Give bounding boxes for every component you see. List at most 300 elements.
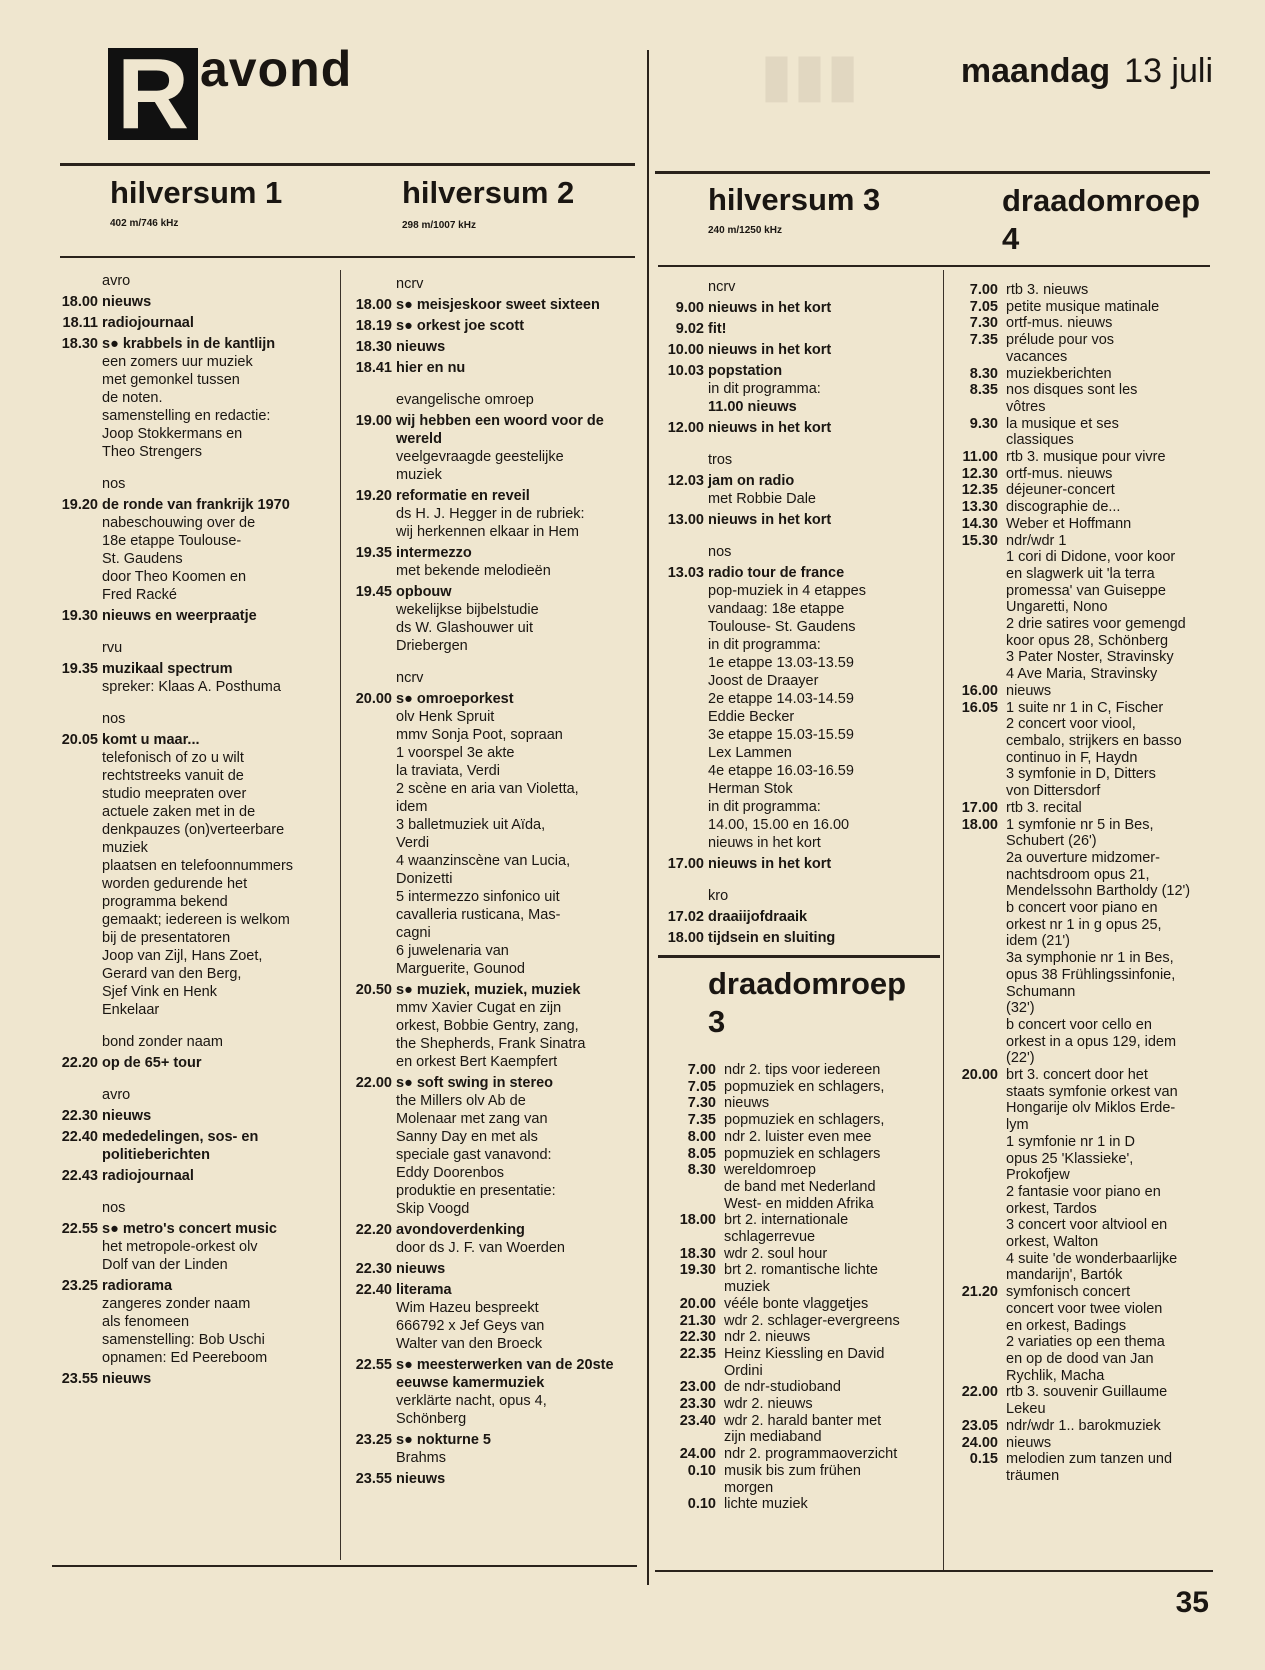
program-details bbox=[1002, 800, 1218, 817]
program-details bbox=[1002, 499, 1218, 516]
program-entry bbox=[344, 359, 644, 377]
program-description-line: schlagerrevue bbox=[724, 1229, 816, 1246]
program-text: nieuws bbox=[1006, 682, 1052, 699]
program-entry bbox=[938, 449, 1218, 466]
program-entry bbox=[938, 382, 1218, 415]
station-frequency-h3: 240 m/1250 kHz bbox=[708, 225, 782, 236]
program-details bbox=[720, 1313, 941, 1330]
program-details bbox=[1002, 1384, 1218, 1417]
program-title: komt u maar... bbox=[102, 732, 200, 748]
program-description-line: la traviata, Verdi bbox=[396, 763, 500, 779]
program-entry bbox=[50, 1370, 340, 1388]
program-description-line: met bekende melodieën bbox=[396, 563, 551, 579]
program-text: ortf-mus. nieuws bbox=[1006, 465, 1113, 482]
column-rule-right bbox=[658, 265, 1210, 267]
program-text: brt 2. internationale bbox=[724, 1212, 849, 1229]
program-description-line: orkest, Walton bbox=[1006, 1234, 1099, 1251]
program-description-line: 1 voorspel 3e akte bbox=[396, 745, 515, 761]
broadcaster-label: avro bbox=[102, 273, 131, 289]
program-time: 17.00 bbox=[667, 856, 704, 872]
program-details bbox=[720, 1129, 941, 1146]
program-title: nieuws in het kort bbox=[708, 342, 832, 358]
program-details bbox=[1002, 700, 1218, 800]
program-details bbox=[720, 1262, 941, 1295]
program-description-line: Gerard van den Berg, bbox=[102, 966, 242, 982]
program-title: reformatie en reveil bbox=[396, 488, 530, 504]
program-description-line: orkest in a opus 129, idem bbox=[1006, 1033, 1177, 1050]
program-details bbox=[720, 1496, 941, 1513]
program-time: 19.30 bbox=[61, 608, 98, 624]
program-description-line: gemaakt; iedereen is welkom bbox=[102, 912, 290, 928]
program-entry bbox=[656, 1296, 941, 1313]
program-entry bbox=[938, 299, 1218, 316]
program-text: wdr 2. schlager-evergreens bbox=[724, 1312, 900, 1329]
program-details bbox=[708, 472, 941, 508]
program-text: nieuws bbox=[724, 1095, 770, 1112]
program-time: 20.00 bbox=[679, 1295, 716, 1312]
program-time: 22.20 bbox=[61, 1055, 98, 1071]
program-entry bbox=[656, 1329, 941, 1346]
program-details bbox=[396, 544, 644, 580]
program-description-line: 4 Ave Maria, Stravinsky bbox=[1006, 666, 1158, 683]
program-time: 24.00 bbox=[961, 1434, 998, 1451]
program-entry bbox=[656, 564, 941, 852]
program-entry bbox=[938, 466, 1218, 483]
program-time: 19.35 bbox=[61, 661, 98, 677]
program-details bbox=[102, 1107, 340, 1125]
program-entry bbox=[344, 1431, 644, 1467]
program-description-line: ds W. Glashouwer uit bbox=[396, 620, 533, 636]
broadcaster-label: kro bbox=[708, 888, 729, 904]
program-entry bbox=[344, 317, 644, 335]
program-entry bbox=[938, 1418, 1218, 1435]
program-time: 18.00 bbox=[667, 930, 704, 946]
program-details bbox=[396, 1281, 644, 1353]
program-description-line: nieuws in het kort bbox=[708, 835, 821, 851]
program-time: 18.41 bbox=[355, 360, 392, 376]
program-details bbox=[102, 293, 340, 311]
program-description-line: Verdi bbox=[396, 835, 430, 851]
program-entry bbox=[938, 700, 1218, 800]
program-entry bbox=[938, 1451, 1218, 1484]
program-time: 17.00 bbox=[961, 799, 998, 816]
program-time: 23.25 bbox=[61, 1278, 98, 1294]
program-time: 7.00 bbox=[969, 282, 998, 298]
program-title: s● krabbels in de kantlijn bbox=[102, 336, 276, 352]
program-details bbox=[396, 1356, 644, 1428]
program-time: 7.05 bbox=[687, 1078, 716, 1095]
program-entry bbox=[656, 1162, 941, 1212]
program-details bbox=[720, 1329, 941, 1346]
program-details bbox=[720, 1296, 941, 1313]
program-entry bbox=[656, 320, 941, 338]
program-highlight-line: 11.00 nieuws bbox=[708, 399, 797, 415]
program-entry bbox=[344, 1356, 644, 1428]
program-details bbox=[720, 1413, 941, 1446]
program-entry bbox=[938, 683, 1218, 700]
program-time: 22.55 bbox=[61, 1221, 98, 1237]
program-text: rtb 3. souvenir Guillaume bbox=[1006, 1384, 1168, 1401]
program-title: nieuws bbox=[102, 1371, 152, 1387]
column-rule-left bbox=[60, 256, 635, 258]
d3-name: draadomroep bbox=[708, 966, 907, 1001]
broadcaster-label: ncrv bbox=[396, 276, 424, 292]
program-details bbox=[102, 660, 340, 696]
program-details bbox=[396, 412, 644, 484]
station-title-d3 bbox=[708, 965, 906, 1041]
station-title-h2: hilversum 2 bbox=[402, 175, 575, 210]
program-title: wij hebben een woord voor de wereld bbox=[396, 413, 604, 447]
program-description-line: zangeres zonder naam bbox=[102, 1296, 251, 1312]
program-time: 8.00 bbox=[687, 1128, 716, 1145]
program-time: 7.30 bbox=[687, 1095, 716, 1112]
program-details bbox=[708, 855, 941, 873]
schedule-draadomroep-3 bbox=[656, 1062, 941, 1513]
program-description-line: 3 balletmuziek uit Aïda, bbox=[396, 817, 546, 833]
program-description-line: 3 Pater Noster, Stravinsky bbox=[1006, 649, 1174, 666]
program-entry bbox=[938, 499, 1218, 516]
program-description-line: mandarijn', Bartók bbox=[1006, 1267, 1123, 1284]
program-entry bbox=[656, 855, 941, 873]
program-description-line: träumen bbox=[1006, 1467, 1060, 1484]
broadcaster-label: nos bbox=[102, 711, 126, 727]
program-description-line: Fred Racké bbox=[102, 587, 177, 603]
station-frequency-h2: 298 m/1007 kHz bbox=[402, 220, 476, 231]
program-time: 20.00 bbox=[961, 1067, 998, 1084]
program-entry bbox=[656, 1129, 941, 1146]
program-text: de ndr-studioband bbox=[724, 1379, 841, 1396]
program-time: 18.00 bbox=[355, 297, 392, 313]
program-description-line: door Theo Koomen en bbox=[102, 569, 247, 585]
program-description-line: plaatsen en telefoonnummers bbox=[102, 858, 294, 874]
program-details bbox=[720, 1062, 941, 1079]
program-description-line: nachtsdroom opus 21, bbox=[1006, 866, 1150, 883]
program-description-line: Ungaretti, Nono bbox=[1006, 599, 1108, 616]
program-description-line: Donizetti bbox=[396, 871, 453, 887]
program-description-line: rechtstreeks vanuit de bbox=[102, 768, 244, 784]
program-time: 11.00 bbox=[962, 449, 998, 466]
program-description-line: verklärte nacht, opus 4, bbox=[396, 1393, 547, 1409]
program-time: 9.02 bbox=[675, 321, 704, 337]
program-description-line: door ds J. F. van Woerden bbox=[396, 1240, 565, 1256]
program-description-line: 4 suite 'de wonderbaarlijke bbox=[1006, 1250, 1178, 1267]
program-entry bbox=[50, 1220, 340, 1274]
program-time: 20.50 bbox=[355, 982, 392, 998]
program-description-line: vôtres bbox=[1006, 398, 1046, 415]
program-details bbox=[1002, 366, 1218, 383]
page-number: 35 bbox=[1175, 1586, 1209, 1619]
program-description-line: 1 cori di Didone, voor koor bbox=[1006, 549, 1176, 566]
program-time: 18.11 bbox=[62, 315, 98, 331]
program-details bbox=[102, 496, 340, 604]
program-description-line: zijn mediaband bbox=[724, 1429, 822, 1446]
program-entry bbox=[938, 800, 1218, 817]
program-description-line: als fenomeen bbox=[102, 1314, 190, 1330]
program-description-line: 3 symfonie in D, Ditters bbox=[1006, 766, 1156, 783]
program-details bbox=[720, 1162, 941, 1212]
program-time: 19.20 bbox=[61, 497, 98, 513]
program-time: 14.30 bbox=[961, 515, 998, 532]
broadcaster-label: ncrv bbox=[396, 670, 424, 686]
program-description-line: Enkelaar bbox=[102, 1002, 160, 1018]
program-text: lichte muziek bbox=[724, 1496, 808, 1513]
program-description-line: promessa' van Guiseppe bbox=[1006, 582, 1166, 599]
program-entry bbox=[656, 1095, 941, 1112]
program-text: wdr 2. harald banter met bbox=[724, 1412, 882, 1429]
broadcaster-label: nos bbox=[102, 476, 126, 492]
program-time: 23.40 bbox=[679, 1412, 716, 1429]
program-title: nieuws in het kort bbox=[708, 856, 832, 872]
program-entry bbox=[50, 1054, 340, 1072]
program-description-line: olv Henk Spruit bbox=[396, 709, 495, 725]
program-entry bbox=[938, 482, 1218, 499]
program-description-line: Schubert (26') bbox=[1006, 833, 1097, 850]
program-title: muzikaal spectrum bbox=[102, 661, 233, 677]
program-text: déjeuner-concert bbox=[1006, 482, 1115, 499]
program-details bbox=[708, 320, 941, 338]
program-description-line: Eddy Doorenbos bbox=[396, 1165, 505, 1181]
program-time: 16.05 bbox=[961, 699, 998, 716]
program-description-line: 3e etappe 15.03-15.59 bbox=[708, 727, 854, 743]
program-text: nieuws bbox=[1006, 1434, 1052, 1451]
program-description-line: b concert voor cello en bbox=[1006, 1016, 1152, 1033]
program-description-line: 4 waanzinscène van Lucia, bbox=[396, 853, 571, 869]
program-entry bbox=[938, 817, 1218, 1068]
program-description-line: St. Gaudens bbox=[102, 551, 183, 567]
program-time: 12.03 bbox=[667, 473, 704, 489]
program-description-line: morgen bbox=[724, 1479, 774, 1496]
program-description-line: Dolf van der Linden bbox=[102, 1257, 228, 1273]
program-description-line: 6 juwelenaria van bbox=[396, 943, 509, 959]
program-entry bbox=[656, 929, 941, 947]
program-text: prélude pour vos bbox=[1006, 332, 1115, 349]
program-title: de ronde van frankrijk 1970 bbox=[102, 497, 290, 513]
program-description-line: opnamen: Ed Peereboom bbox=[102, 1350, 268, 1366]
program-entry bbox=[656, 1146, 941, 1163]
center-divider bbox=[647, 50, 649, 1585]
program-time: 18.19 bbox=[355, 318, 392, 334]
program-details bbox=[720, 1379, 941, 1396]
program-text: wdr 2. nieuws bbox=[724, 1396, 813, 1413]
d3-number: 3 bbox=[708, 1004, 726, 1039]
program-title: opbouw bbox=[396, 584, 452, 600]
broadcaster-label: rvu bbox=[102, 640, 123, 656]
program-title: nieuws in het kort bbox=[708, 512, 832, 528]
program-time: 22.30 bbox=[355, 1261, 392, 1277]
program-entry bbox=[50, 1107, 340, 1125]
program-title: nieuws en weerpraatje bbox=[102, 608, 257, 624]
program-entry bbox=[938, 416, 1218, 449]
program-details bbox=[1002, 482, 1218, 499]
program-details bbox=[1002, 282, 1218, 299]
program-description-line: Joop van Zijl, Hans Zoet, bbox=[102, 948, 263, 964]
program-description-line: b concert voor piano en bbox=[1006, 900, 1158, 917]
program-text: rtb 3. nieuws bbox=[1006, 282, 1089, 298]
program-entry bbox=[344, 412, 644, 484]
program-details bbox=[396, 1221, 644, 1257]
program-description-line: 3 concert voor altviool en bbox=[1006, 1217, 1168, 1234]
program-title: nieuws bbox=[102, 294, 152, 310]
program-details bbox=[396, 981, 644, 1071]
station-title-h3: hilversum 3 bbox=[708, 182, 881, 217]
program-description-line: 1 symfonie nr 1 in D bbox=[1006, 1133, 1135, 1150]
program-entry bbox=[344, 1260, 644, 1278]
program-time: 24.00 bbox=[679, 1446, 716, 1463]
program-entry bbox=[344, 544, 644, 580]
program-entry bbox=[656, 1212, 941, 1245]
program-details bbox=[396, 1470, 644, 1488]
program-description-line: cembalo, strijkers en basso bbox=[1006, 732, 1182, 749]
program-entry bbox=[50, 496, 340, 604]
station-title-d4 bbox=[1002, 182, 1200, 258]
program-text: melodien zum tanzen und bbox=[1006, 1451, 1173, 1468]
program-details bbox=[1002, 1284, 1218, 1384]
program-details bbox=[720, 1446, 941, 1463]
program-details bbox=[102, 1220, 340, 1274]
program-details bbox=[396, 1431, 644, 1467]
program-entry bbox=[656, 1446, 941, 1463]
program-time: 13.30 bbox=[961, 499, 998, 516]
program-description-line: Herman Stok bbox=[708, 781, 793, 797]
program-time: 18.00 bbox=[961, 816, 998, 833]
program-details bbox=[1002, 683, 1218, 700]
program-time: 7.30 bbox=[969, 315, 998, 332]
program-text: 1 suite nr 1 in C, Fischer bbox=[1006, 699, 1164, 716]
schedule-hilversum-2 bbox=[344, 275, 644, 1488]
program-details bbox=[1002, 817, 1218, 1068]
program-description-line: en op de dood van Jan bbox=[1006, 1351, 1154, 1367]
program-entry bbox=[656, 341, 941, 359]
section-title: avond bbox=[200, 41, 353, 97]
date-label: 13 juli bbox=[1124, 52, 1213, 90]
program-details bbox=[1002, 332, 1218, 365]
program-description-line: 3a symphonie nr 1 in Bes, bbox=[1006, 950, 1174, 967]
program-time: 23.00 bbox=[679, 1379, 716, 1396]
program-description-line: lym bbox=[1006, 1117, 1029, 1134]
program-description-line: staats symfonie orkest van bbox=[1006, 1083, 1178, 1100]
program-details bbox=[720, 1112, 941, 1129]
program-time: 23.25 bbox=[355, 1432, 392, 1448]
program-entry bbox=[656, 1396, 941, 1413]
program-details bbox=[396, 487, 644, 541]
program-title: draaiijofdraaik bbox=[708, 909, 808, 925]
program-description-line: koor opus 28, Schönberg bbox=[1006, 632, 1169, 649]
program-details bbox=[1002, 1418, 1218, 1435]
program-entry bbox=[344, 1221, 644, 1257]
broadcaster-label: tros bbox=[708, 452, 733, 468]
program-time: 19.30 bbox=[679, 1262, 716, 1279]
program-description-line: Molenaar met zang van bbox=[396, 1111, 548, 1127]
program-description-line: (22') bbox=[1006, 1050, 1035, 1067]
broadcaster-label: avro bbox=[102, 1087, 131, 1103]
program-time: 22.20 bbox=[355, 1222, 392, 1238]
program-description-line: von Dittersdorf bbox=[1006, 783, 1101, 800]
program-text: popmuziek en schlagers bbox=[724, 1145, 881, 1162]
program-text: ortf-mus. nieuws bbox=[1006, 315, 1113, 332]
program-title: radiojournaal bbox=[102, 1168, 194, 1184]
program-title: nieuws in het kort bbox=[708, 300, 832, 316]
program-text: popmuziek en schlagers, bbox=[724, 1112, 885, 1129]
program-text: ndr 2. tips voor iedereen bbox=[724, 1062, 881, 1078]
program-title: radio tour de france bbox=[708, 565, 845, 581]
program-details bbox=[102, 1277, 340, 1367]
program-time: 22.30 bbox=[61, 1108, 98, 1124]
program-entry bbox=[344, 296, 644, 314]
program-entry bbox=[50, 293, 340, 311]
program-details bbox=[396, 690, 644, 978]
program-text: Heinz Kiessling en David bbox=[724, 1345, 885, 1362]
program-description-line: 2 concert voor viool, bbox=[1006, 716, 1136, 733]
program-title: fit! bbox=[708, 321, 727, 337]
program-title: s● muziek, muziek, muziek bbox=[396, 982, 581, 998]
program-entry bbox=[656, 1379, 941, 1396]
program-description-line: een zomers uur muziek bbox=[102, 354, 253, 370]
program-description-line: muziek bbox=[102, 840, 148, 856]
program-time: 12.00 bbox=[667, 420, 704, 436]
program-description-line: 2a ouverture midzomer- bbox=[1006, 849, 1160, 866]
program-entry bbox=[656, 908, 941, 926]
program-text: Weber et Hoffmann bbox=[1006, 515, 1132, 532]
program-text: ndr 2. programmaoverzicht bbox=[724, 1446, 898, 1463]
program-title: s● metro's concert music bbox=[102, 1221, 277, 1237]
program-entry bbox=[344, 487, 644, 541]
program-entry bbox=[938, 1067, 1218, 1284]
program-time: 16.00 bbox=[961, 682, 998, 699]
program-description-line: 666792 x Jef Geys van bbox=[396, 1318, 545, 1334]
column-divider-1 bbox=[340, 270, 341, 1560]
program-details bbox=[396, 338, 644, 356]
program-details bbox=[1002, 1435, 1218, 1452]
program-description-line: spreker: Klaas A. Posthuma bbox=[102, 679, 281, 695]
program-time: 10.03 bbox=[667, 363, 704, 379]
program-details bbox=[708, 299, 941, 317]
program-description-line: mmv Xavier Cugat en zijn bbox=[396, 1000, 562, 1016]
program-description-line: wekelijkse bijbelstudie bbox=[396, 602, 539, 618]
program-title: s● soft swing in stereo bbox=[396, 1075, 554, 1091]
d4-name: draadomroep bbox=[1002, 183, 1201, 218]
program-time: 22.40 bbox=[355, 1282, 392, 1298]
program-details bbox=[396, 359, 644, 377]
program-entry bbox=[656, 1079, 941, 1096]
program-description-line: Sjef Vink en Henk bbox=[102, 984, 217, 1000]
program-description-line: Walter van den Broeck bbox=[396, 1336, 543, 1352]
program-details bbox=[396, 296, 644, 314]
program-description-line: muziek bbox=[396, 467, 442, 483]
program-description-line: wij herkennen elkaar in Hem bbox=[396, 524, 579, 540]
program-entry bbox=[938, 533, 1218, 683]
program-entry bbox=[938, 1384, 1218, 1417]
program-text: ndr 2. luister even mee bbox=[724, 1128, 872, 1145]
program-title: literama bbox=[396, 1282, 452, 1298]
program-description-line: bij de presentatoren bbox=[102, 930, 231, 946]
program-description-line: Toulouse- St. Gaudens bbox=[708, 619, 856, 635]
program-title: popstation bbox=[708, 363, 783, 379]
program-time: 22.40 bbox=[61, 1129, 98, 1145]
broadcaster-label: ncrv bbox=[708, 279, 736, 295]
program-entry bbox=[344, 690, 644, 978]
program-description-line: denkpauzes (on)verteerbare bbox=[102, 822, 285, 838]
program-description-line: pop-muziek in 4 etappes bbox=[708, 583, 866, 599]
program-time: 7.05 bbox=[969, 298, 998, 315]
program-time: 8.30 bbox=[687, 1162, 716, 1179]
program-details bbox=[720, 1396, 941, 1413]
program-time: 13.00 bbox=[667, 512, 704, 528]
program-time: 18.30 bbox=[61, 336, 98, 352]
program-entry bbox=[656, 511, 941, 529]
program-description-line: nabeschouwing over de bbox=[102, 515, 256, 531]
program-description-line: Hongarije olv Miklos Erde- bbox=[1006, 1100, 1176, 1117]
program-text: rtb 3. recital bbox=[1006, 799, 1082, 816]
